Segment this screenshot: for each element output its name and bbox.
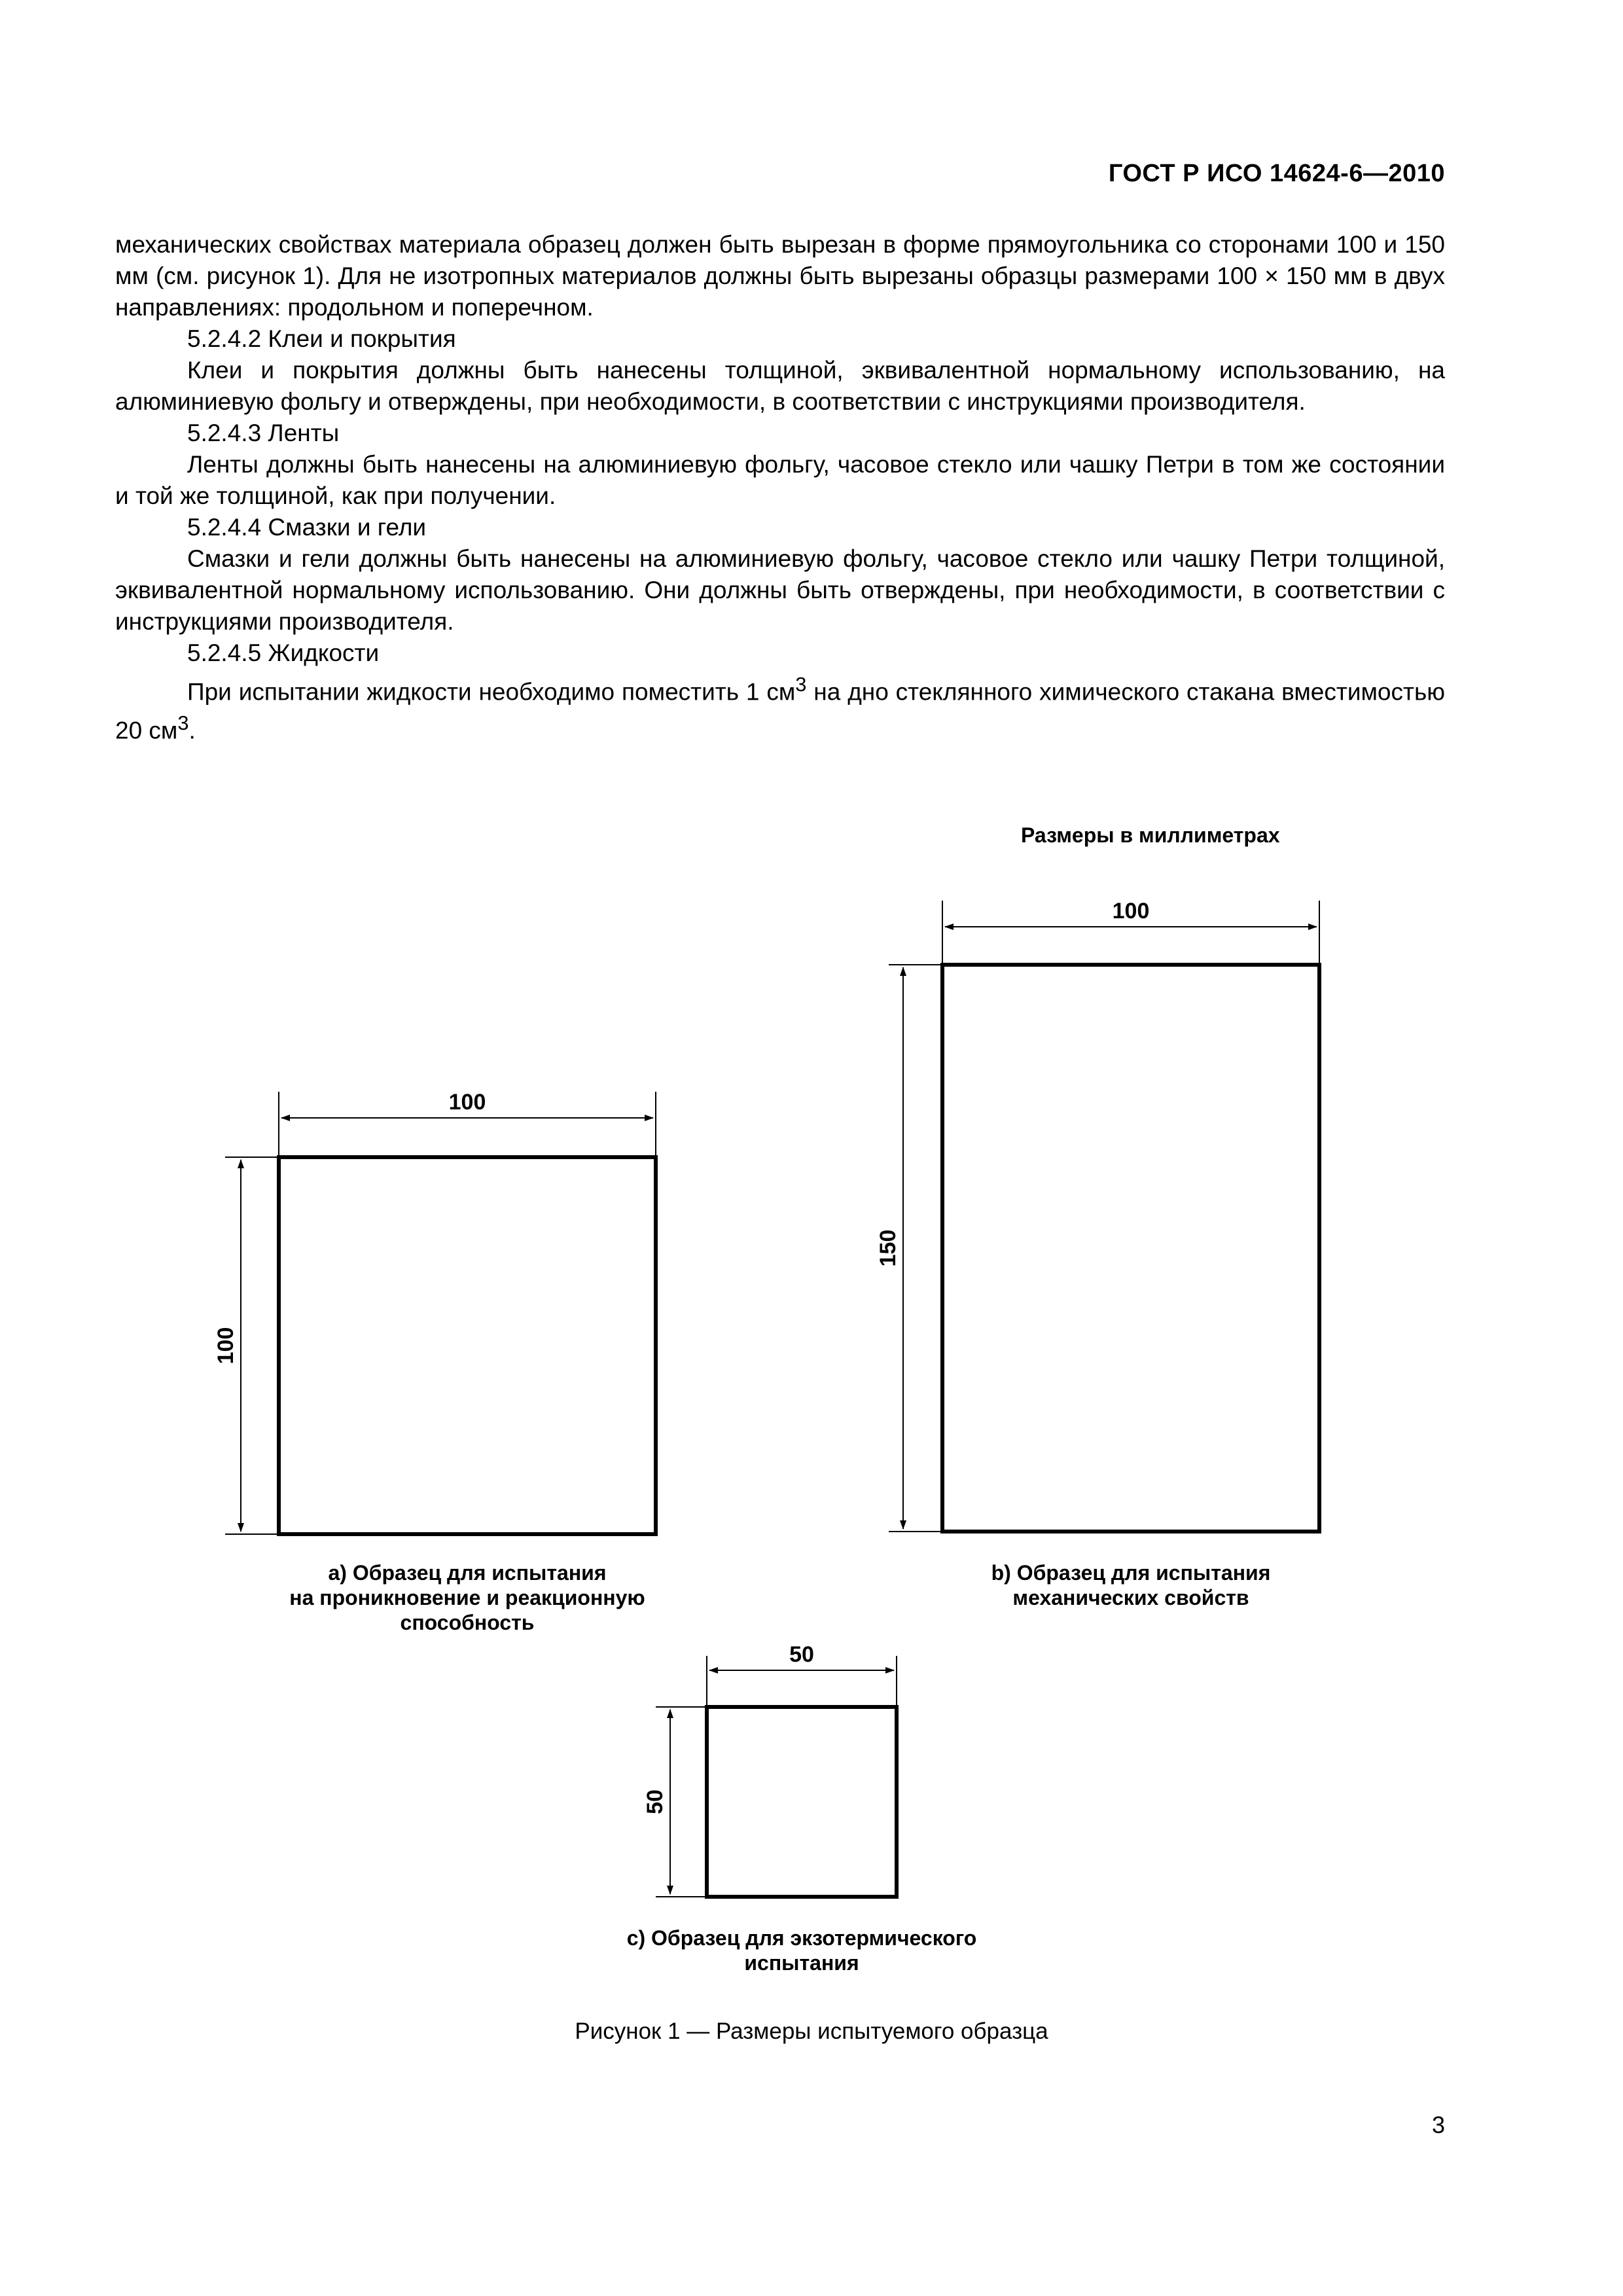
specimen-b-caption [935, 1560, 1327, 1610]
specimen-a-rect [279, 1157, 656, 1534]
specimen-c-width-label: 50 [789, 1642, 814, 1667]
specimen-b-drawing [876, 899, 1319, 1532]
specimen-b-height-label: 150 [876, 1229, 901, 1267]
specimen-a-width-label: 100 [448, 1090, 486, 1115]
specimen-a-caption-line-1: а) Образец для испытания [328, 1561, 607, 1585]
specimen-c-caption-line-1: с) Образец для экзотермического [626, 1926, 977, 1950]
paragraph-mechanical: механических свойствах материала образец должен быть вырезан в форме прямоугольника со сторонами 100 и 150 мм (см. рисунок 1). Для не изотропных материалов должны быть вырезаны образцы размерами 100 × 150 мм в двух направлениях: продольном и поперечном. [115, 231, 1445, 321]
specimen-a-caption [271, 1560, 664, 1635]
specimen-a-caption-line-3: способность [400, 1611, 535, 1634]
liquids-text-b: на дно стеклянного химического стакана вместимостью 20 см [115, 678, 1445, 744]
superscript-3: 3 [795, 673, 807, 696]
specimen-b-width-label: 100 [1112, 899, 1150, 924]
superscript-3: 3 [177, 711, 189, 735]
specimen-b-rect [942, 965, 1319, 1532]
section-heading-5-2-4-4: 5.2.4.4 Смазки и гели [187, 514, 427, 541]
specimen-b-caption-line-2: механических свойств [1012, 1586, 1249, 1609]
paragraph-greases: Смазки и гели должны быть нанесены на алюминиевую фольгу, часовое стекло или чашку Петри толщиной, эквивалентной нормальному использованию. Они должны быть отверждены, при необходимости, в соответствии с инструкциями производителя. [115, 545, 1445, 635]
specimen-c-rect [707, 1707, 897, 1897]
specimen-c-drawing [643, 1642, 897, 1897]
specimen-a-caption-line-2: на проникновение и реакционную [289, 1586, 645, 1609]
specimen-a-height-label: 100 [213, 1327, 238, 1365]
paragraph-adhesives: Клеи и покрытия должны быть нанесены толщиной, эквивалентной нормальному использованию, на алюминиевую фольгу и отверждены, при необходимости, в соответствии с инструкциями производителя. [115, 357, 1445, 415]
specimen-a-drawing [213, 1090, 656, 1534]
page-number: 3 [1431, 2111, 1445, 2138]
specimen-c-caption-line-2: испытания [744, 1951, 859, 1975]
specimen-b-caption-line-1: b) Образец для испытания [991, 1561, 1271, 1585]
units-note: Размеры в миллиметрах [1021, 823, 1280, 847]
section-heading-5-2-4-5: 5.2.4.5 Жидкости [187, 639, 380, 666]
section-heading-5-2-4-3: 5.2.4.3 Ленты [187, 420, 340, 446]
paragraph-tapes: Ленты должны быть нанесены на алюминиевую фольгу, часовое стекло или чашку Петри в том же состоянии и той же толщиной, как при получении. [115, 451, 1445, 509]
liquids-text-c: . [188, 717, 196, 744]
specimen-c-caption [573, 1926, 1031, 1975]
document-header-id: ГОСТ Р ИСО 14624-6—2010 [1108, 160, 1445, 187]
section-heading-5-2-4-2: 5.2.4.2 Клеи и покрытия [187, 325, 456, 352]
liquids-text-a: При испытании жидкости необходимо поместить 1 см [187, 678, 796, 706]
figure-caption: Рисунок 1 — Размеры испытуемого образца [575, 2018, 1048, 2044]
specimen-c-height-label: 50 [643, 1789, 668, 1814]
